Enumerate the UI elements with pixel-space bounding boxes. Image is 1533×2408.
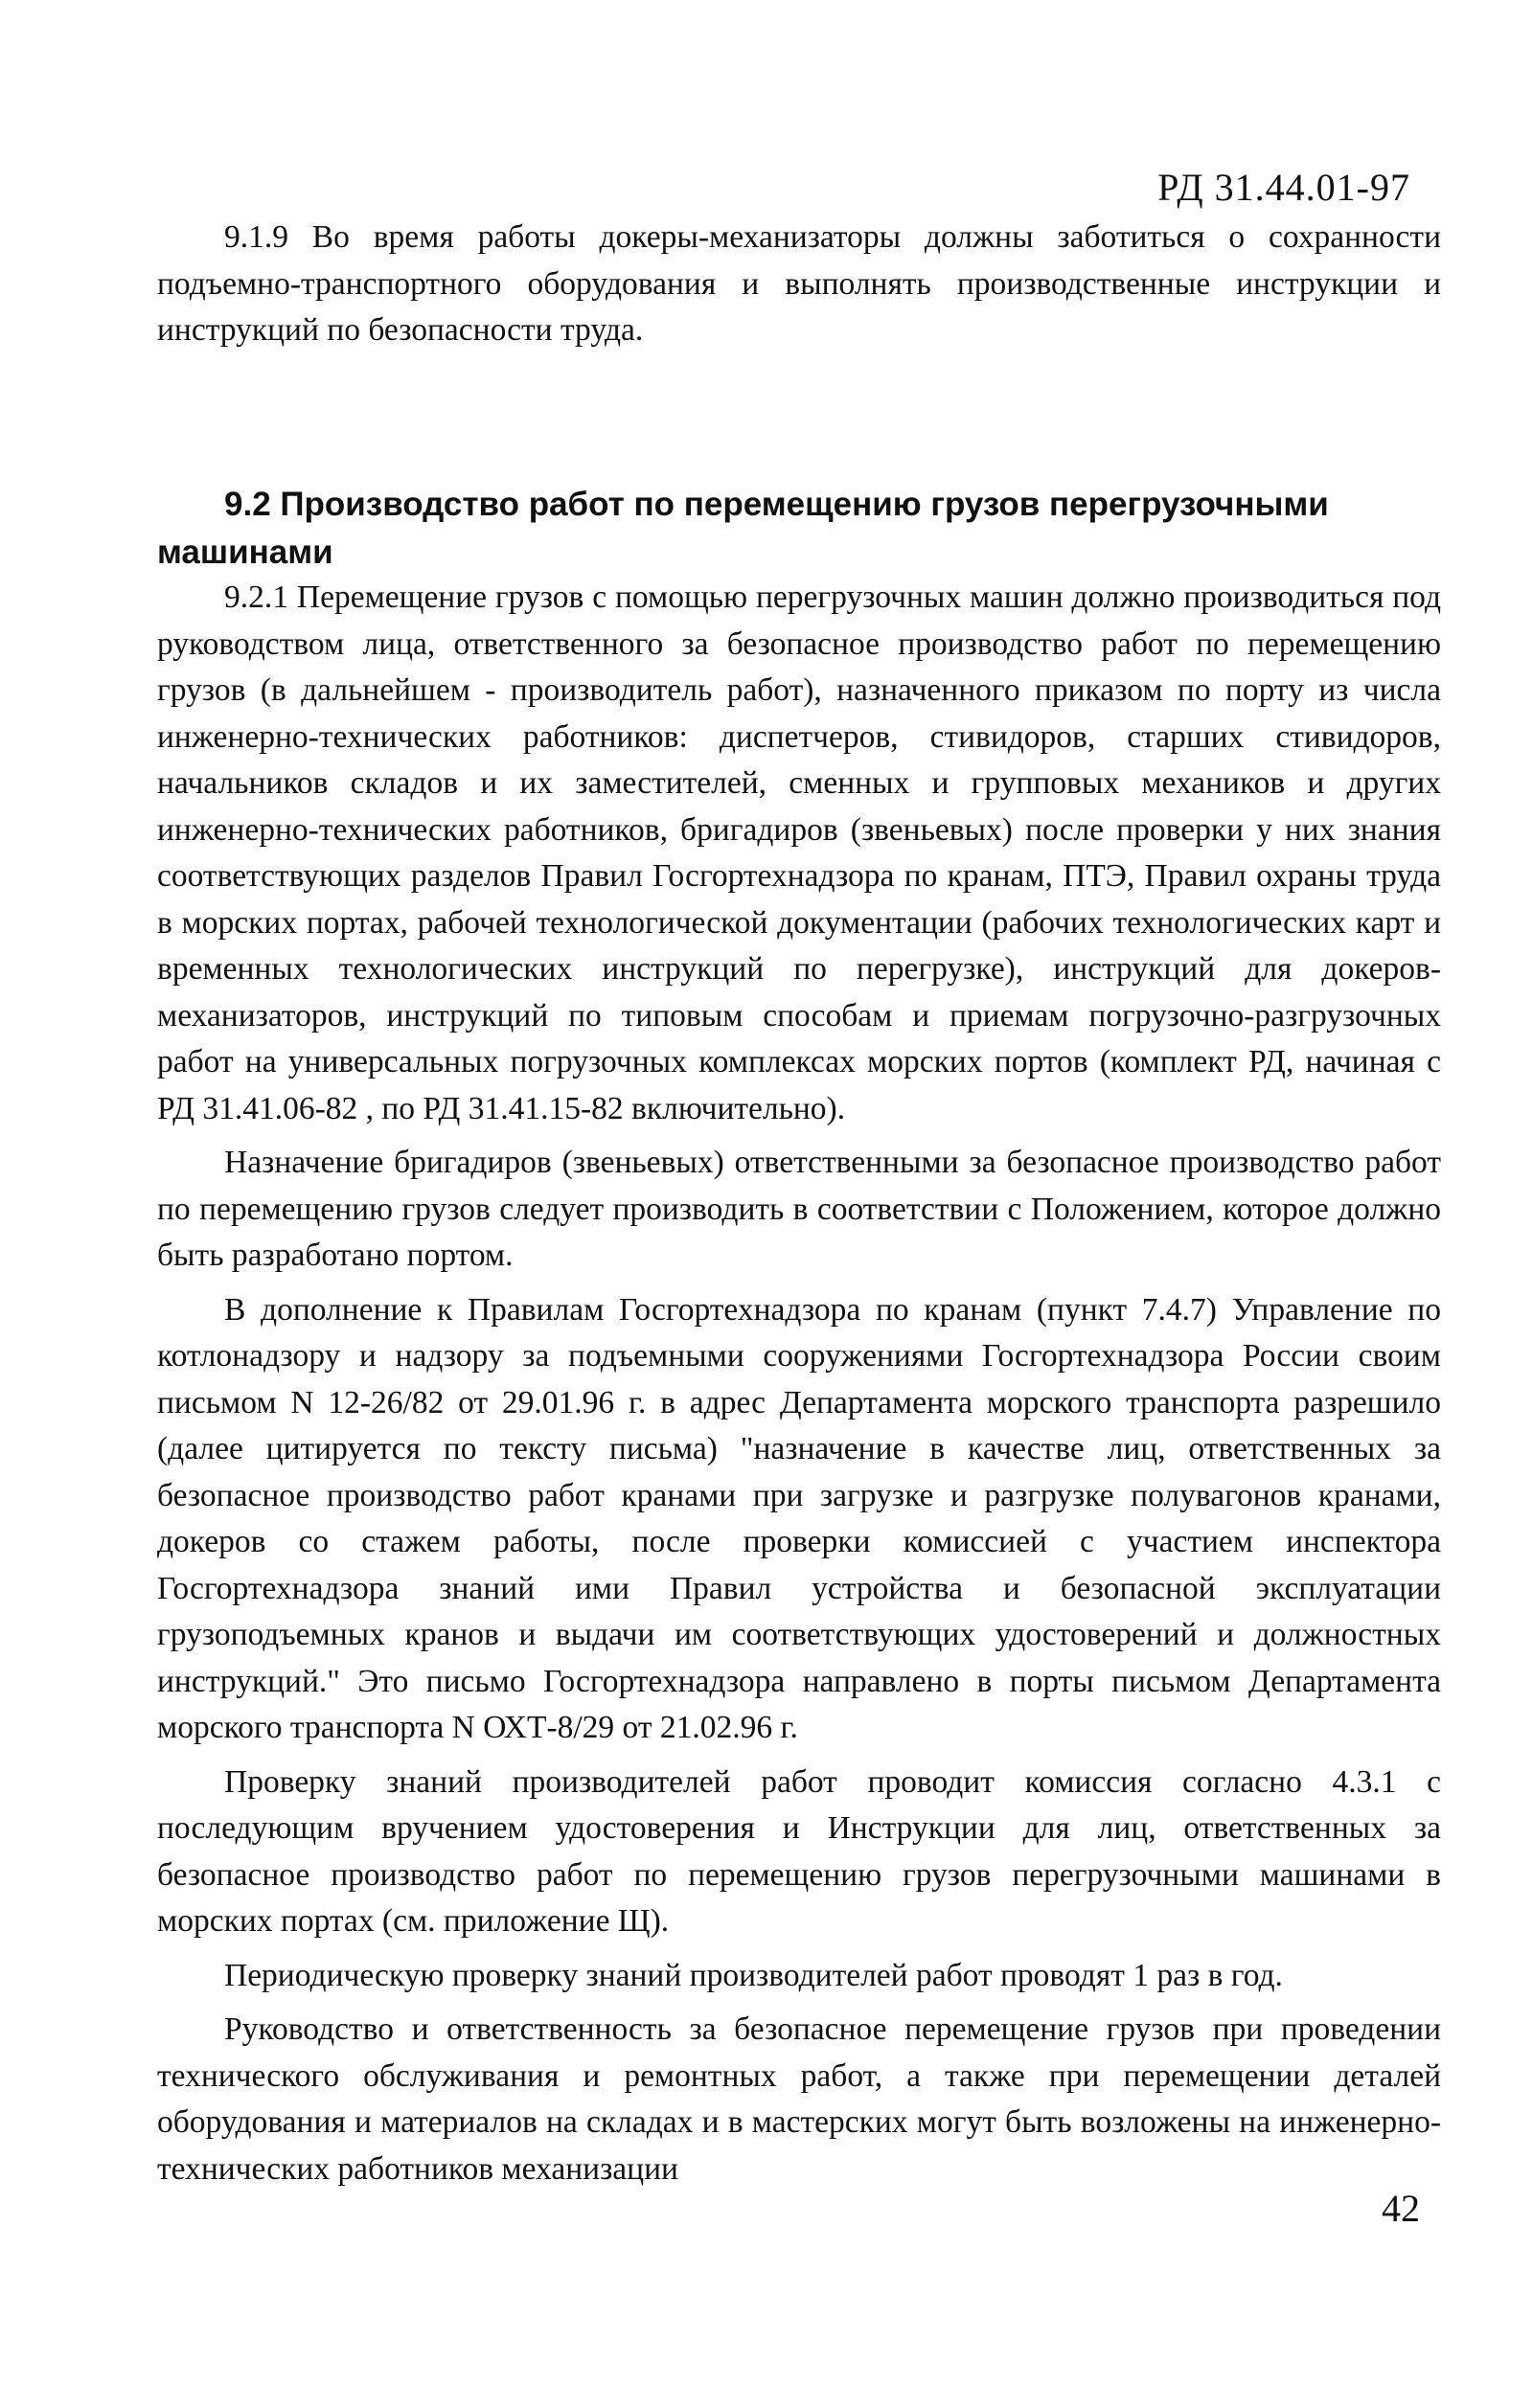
document-code: РД 31.44.01-97: [1157, 166, 1410, 209]
page-number: 42: [1382, 2187, 1420, 2230]
paragraph-appointment: Назначение бригадиров (звеньевых) ответственными за безопасное производство работ по перемещению грузов следует производить в соответствии с Положением, которое должно быть разработано портом.: [157, 1145, 1441, 1273]
paragraph-9-1-9: 9.1.9 Во время работы докеры-механизаторы должны заботиться о сохранности подъемно-транспортного оборудования и выполнять производственные инструкции и инструкций по безопасности труда.: [157, 219, 1441, 348]
paragraph-9-2-1: 9.2.1 Перемещение грузов с помощью перегрузочных машин должно производиться под руководством лица, ответственного за безопасное производство работ по перемещению грузов (в дальнейшем - производитель работ), назначенного приказом по порту из числа инженерно-технических работников: диспетчеров, стивидоров, старших стивидоров, начальников складов и их заместителей, сменных и групповых механиков и других инженерно-технических работников, бригадиров (звеньевых) после проверки у них знания соответствующих разделов Правил Госгортехнадзора по кранам, ПТЭ, Правил охраны труда в морских портах, рабочей технологической документации (рабочих технологических карт и временных технологических инструкций по перегрузке), инструкций для докеров-механизаторов, инструкций по типовым способам и приемам погрузочно-разгрузочных работ на универсальных погрузочных комплексах морских портов (комплект РД, начиная с РД 31.41.06-82 , по РД 31.41.15-82 включительно).: [157, 579, 1441, 1126]
section-9-1-9: [157, 215, 1441, 354]
section-9-2-body: [157, 575, 1441, 2192]
paragraph-knowledge-check: Проверку знаний производителей работ проводит комиссия согласно 4.3.1 с последующим вручением удостоверения и Инструкции для лиц, ответственных за безопасное производство работ по перемещению грузов перегрузочными машинами в морских портах (см. приложение Щ).: [157, 1763, 1441, 1939]
paragraph-periodic-check: Периодическую проверку знаний производителей работ проводят 1 раз в год.: [224, 1957, 1283, 1993]
paragraph-responsibility: Руководство и ответственность за безопасное перемещение грузов при проведении технического обслуживания и ремонтных работ, а также при перемещении деталей оборудования и материалов на складах и в мастерских могут быть возложены на инженерно-технических работников механизации: [157, 2011, 1441, 2187]
section-heading: 9.2 Производство работ по перемещению грузов перегрузочными машинами: [157, 486, 1329, 571]
paragraph-addition: В дополнение к Правилам Госгортехнадзора по кранам (пункт 7.4.7) Управление по котлонадзору и надзору за подъемными сооружениями Госгортехнадзора России своим письмом N 12-26/82 от 29.01.96 г. в адрес Департамента морского транспорта разрешило (далее цитируется по тексту письма) "назначение в качестве лиц, ответственных за безопасное производство работ кранами при загрузке и разгрузке полувагонов кранами, докеров со стажем работы, после проверки комиссией с участием инспектора Госгортехнадзора знаний ими Правил устройства и безопасной эксплуатации грузоподъемных кранов и выдачи им соответствующих удостоверений и должностных инструкций." Это письмо Госгортехнадзора направлено в порты письмом Департамента морского транспорта N ОХТ-8/29 от 21.02.96 г.: [157, 1291, 1441, 1745]
